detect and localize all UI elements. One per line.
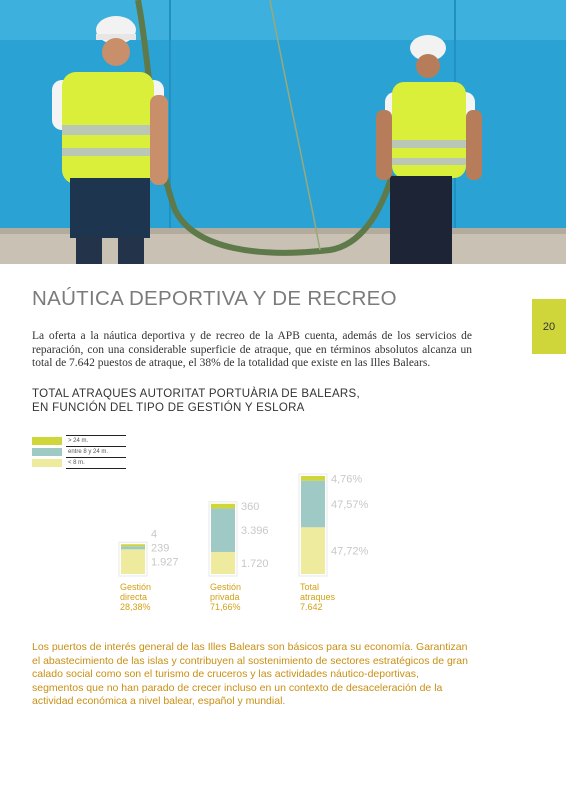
bar-segment-0-large: [121, 544, 145, 546]
intro-paragraph: La oferta a la náutica deportiva y de recreo de la APB cuenta, además de los servicios de reparación, con una considerable superficie de atraque, que en términos absolutos alcanza un total de 7.642 puestos de atraque, el 38% de la totalidad que existe en las Illes Balears.: [32, 330, 472, 369]
bar-category-label-1-2: 71,66%: [210, 602, 241, 612]
bar-value-label-0-small: 1.927: [151, 556, 179, 569]
legend-label-medium: entre 8 y 24 m.: [66, 446, 126, 457]
legend-item-large: [32, 435, 126, 446]
bar-value-label-1-large: 360: [241, 501, 260, 514]
legend-label-small: < 8 m.: [66, 457, 126, 469]
bar-category-label-2-0: Total: [300, 582, 320, 592]
header-photo: [0, 0, 566, 264]
legend-swatch-large: [32, 437, 62, 445]
legend-swatch-medium: [32, 448, 62, 456]
page-number: 20: [542, 320, 556, 333]
section-title: NAÚTICA DEPORTIVA Y DE RECREO: [32, 287, 397, 310]
bar-value-label-1-small: 1.720: [241, 557, 269, 570]
bar-segment-2-large: [301, 476, 325, 481]
bar-segment-1-medium: [211, 508, 235, 552]
bar-segment-2-small: [301, 527, 325, 574]
chart-title-line-2: EN FUNCIÓN DEL TIPO DE GESTIÓN Y ESLORA: [32, 402, 305, 414]
bar-value-label-2-medium: 47,57%: [331, 498, 369, 511]
legend-item-medium: [32, 446, 126, 457]
bar-category-label-0-0: Gestión: [120, 582, 152, 592]
bar-category-label-2-2: 7.642: [300, 602, 323, 612]
closing-paragraph: Los puertos de interés general de las Illes Balears son básicos para su economía. Garantizan el abastecimiento de las islas y contribuyen al sostenimiento de sectores estratégicos de gran calado social como son el turismo de cruceros y las actividades náutico-deportivas, segmentos que no han parado de crecer incluso en un contexto de desaceleración de la actividad económica a nivel balear, español y mundial.: [32, 641, 468, 708]
bar-segment-1-small: [211, 552, 235, 574]
bar-category-label-1-1: privada: [210, 592, 240, 602]
chart-title: [32, 387, 360, 415]
bar-value-label-0-large: 4: [151, 528, 158, 541]
bar-category-label-0-1: directa: [120, 592, 148, 602]
bar-value-label-0-medium: 239: [151, 542, 170, 555]
chart-title-line-1: TOTAL ATRAQUES AUTORITAT PORTUÀRIA DE BALEARS,: [32, 388, 360, 400]
bar-value-label-1-medium: 3.396: [241, 525, 269, 538]
bar-segment-0-small: [121, 549, 145, 574]
legend-label-large: > 24 m.: [66, 435, 126, 446]
bar-segment-1-large: [211, 504, 235, 509]
bar-value-label-2-large: 4,76%: [331, 473, 363, 486]
bar-category-label-0-2: 28,38%: [120, 602, 151, 612]
bar-segment-0-medium: [121, 546, 145, 549]
bar-category-label-1-0: Gestión: [210, 582, 242, 592]
bar-segment-2-medium: [301, 481, 325, 528]
bar-category-label-2-1: atraques: [300, 592, 336, 602]
berths-stacked-bar-chart: [0, 460, 566, 620]
page-number-tab: [532, 299, 566, 354]
bar-value-label-2-small: 47,72%: [331, 545, 369, 558]
